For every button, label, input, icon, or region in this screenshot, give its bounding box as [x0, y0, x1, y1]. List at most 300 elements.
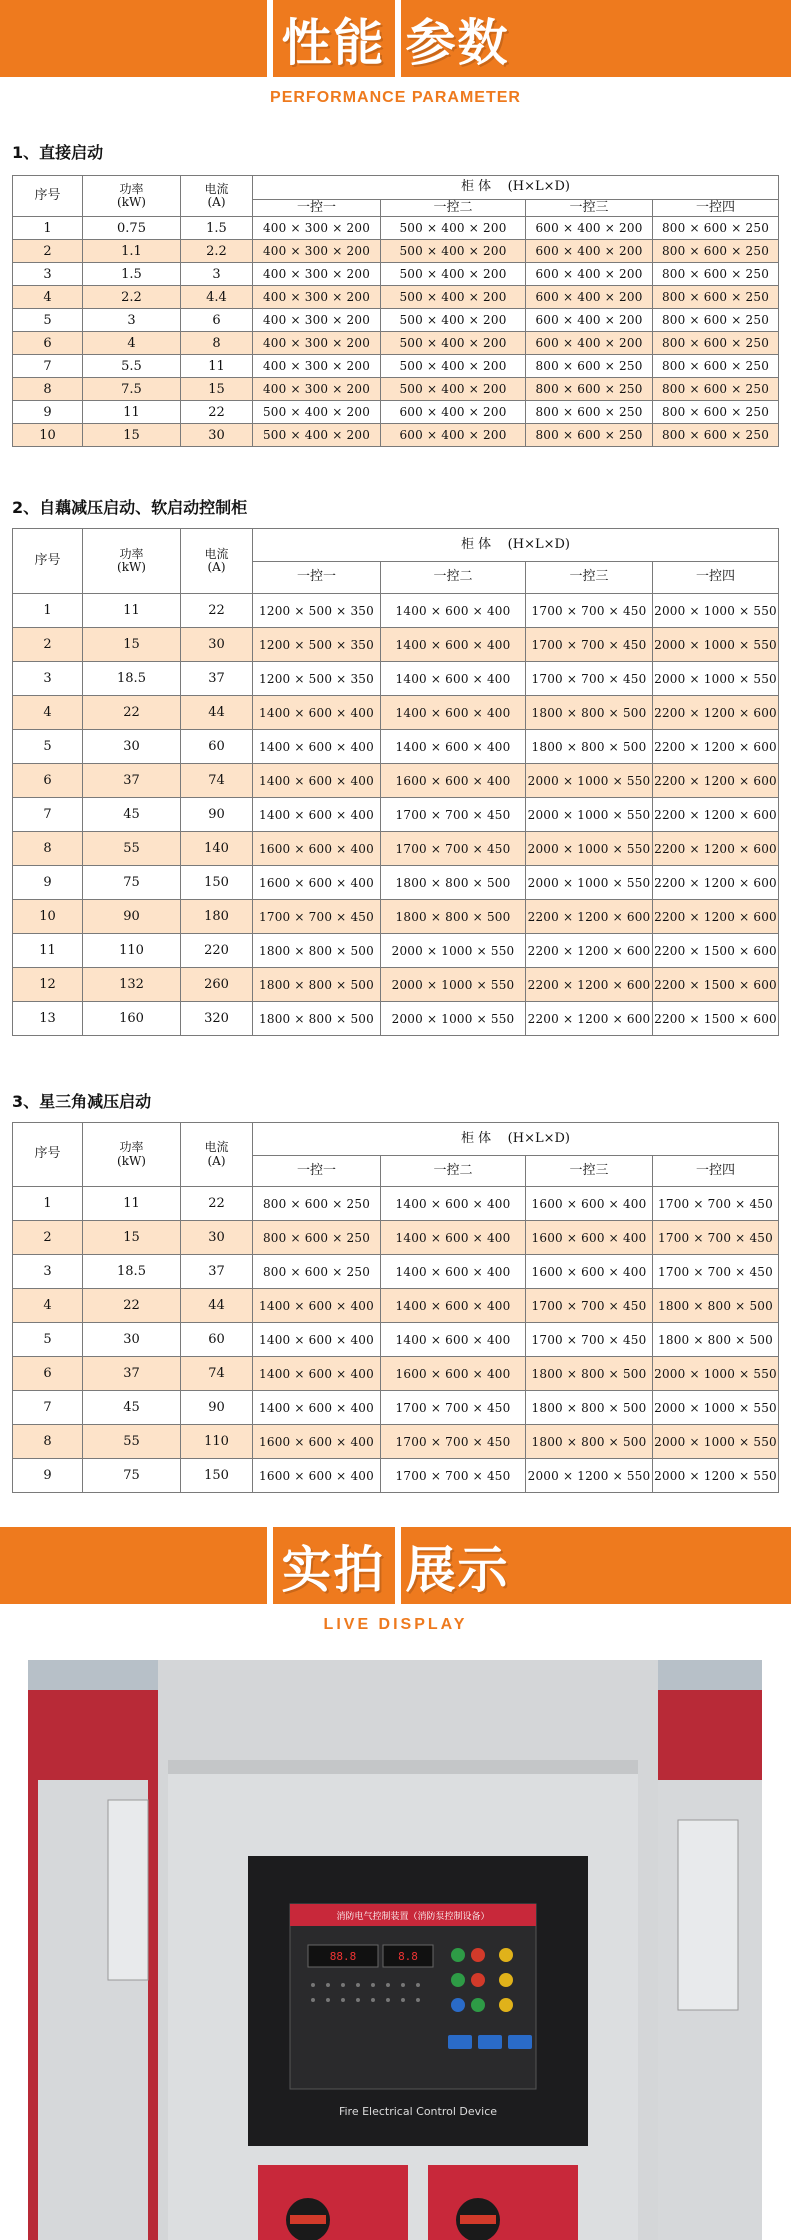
table-cell: 2.2 [83, 286, 181, 309]
table-cell: 11 [83, 401, 181, 424]
table-cell: 1800 × 800 × 500 [526, 696, 653, 730]
table-cell: 800 × 600 × 250 [653, 217, 779, 240]
table-cell: 1700 × 700 × 450 [526, 628, 653, 662]
table-cell: 1600 × 600 × 400 [381, 1357, 526, 1391]
header-c3: 一控三 [526, 200, 653, 217]
banner-word-2: 参数 [405, 13, 510, 72]
table-cell: 4 [13, 1289, 83, 1323]
header-power: 功率 (kW) [83, 529, 181, 594]
table-cell: 1400 × 600 × 400 [381, 1187, 526, 1221]
table-cell: 1400 × 600 × 400 [253, 1357, 381, 1391]
table-cell: 400 × 300 × 200 [253, 378, 381, 401]
table-cell: 1700 × 700 × 450 [653, 1221, 779, 1255]
table-cell: 11 [83, 1187, 181, 1221]
table-row [13, 1391, 779, 1425]
table-cell: 800 × 600 × 250 [253, 1255, 381, 1289]
table-cell: 500 × 400 × 200 [381, 286, 526, 309]
banner-word-1: 性能 [281, 13, 386, 72]
device-label: Fire Electrical Control Device [338, 2105, 498, 2118]
header-current: 电流 (A) [181, 176, 253, 217]
header-c1: 一控一 [253, 200, 381, 217]
table-row [13, 217, 779, 240]
table-cell: 1400 × 600 × 400 [381, 1255, 526, 1289]
table-cell: 2200 × 1200 × 600 [653, 764, 779, 798]
table-cell: 2000 × 1000 × 550 [381, 1002, 526, 1036]
table-cell: 2200 × 1500 × 600 [653, 968, 779, 1002]
table-cell: 11 [181, 355, 253, 378]
table-cell: 7 [13, 1391, 83, 1425]
table-cell: 1800 × 800 × 500 [526, 1391, 653, 1425]
table-cell: 30 [83, 730, 181, 764]
table-cell: 2000 × 1000 × 550 [526, 866, 653, 900]
header-c2: 一控二 [381, 1156, 526, 1187]
table-row [13, 309, 779, 332]
table-cell: 1400 × 600 × 400 [253, 696, 381, 730]
table-cell: 600 × 400 × 200 [526, 309, 653, 332]
table-cell: 22 [181, 1187, 253, 1221]
table-cell: 1800 × 800 × 500 [526, 730, 653, 764]
table-cell: 1700 × 700 × 450 [653, 1255, 779, 1289]
table-row [13, 968, 779, 1002]
table-row [13, 1425, 779, 1459]
table-row [13, 934, 779, 968]
table-cell: 1200 × 500 × 350 [253, 594, 381, 628]
table-cell: 37 [83, 1357, 181, 1391]
table-cell: 22 [83, 1289, 181, 1323]
table-cell: 30 [83, 1323, 181, 1357]
table-cell: 1800 × 800 × 500 [381, 900, 526, 934]
table-cell: 1400 × 600 × 400 [253, 1323, 381, 1357]
table-cell: 1 [13, 594, 83, 628]
table-cell: 1700 × 700 × 450 [526, 1289, 653, 1323]
table-cell: 2200 × 1200 × 600 [526, 968, 653, 1002]
table-cell: 2200 × 1200 × 600 [526, 934, 653, 968]
table-cell: 800 × 600 × 250 [653, 286, 779, 309]
header-power: 功率 (kW) [83, 1123, 181, 1187]
table-cell: 800 × 600 × 250 [526, 355, 653, 378]
header-c4: 一控四 [653, 562, 779, 594]
table-row [13, 378, 779, 401]
table-cell: 37 [83, 764, 181, 798]
table-cell: 2000 × 1000 × 550 [653, 1425, 779, 1459]
table-cell: 5 [13, 1323, 83, 1357]
table-cell: 2000 × 1000 × 550 [653, 1391, 779, 1425]
table-cell: 1400 × 600 × 400 [381, 1289, 526, 1323]
section2-title: 2、自藕减压启动、软启动控制柜 [12, 498, 248, 517]
table-cell: 500 × 400 × 200 [381, 309, 526, 332]
table-cell: 1600 × 600 × 400 [526, 1255, 653, 1289]
table-cell: 260 [181, 968, 253, 1002]
table-cell: 2000 × 1200 × 550 [653, 1459, 779, 1493]
table-row [13, 662, 779, 696]
table-cell: 1800 × 800 × 500 [653, 1289, 779, 1323]
performance-banner [0, 0, 791, 77]
table-cell: 2 [13, 628, 83, 662]
table-cell: 110 [83, 934, 181, 968]
table-cell: 1700 × 700 × 450 [526, 662, 653, 696]
table-row [13, 764, 779, 798]
table-cell: 11 [83, 594, 181, 628]
table-cell: 3 [13, 1255, 83, 1289]
table-cell: 400 × 300 × 200 [253, 332, 381, 355]
table-cell: 30 [181, 1221, 253, 1255]
table-cell: 500 × 400 × 200 [381, 332, 526, 355]
header-c2: 一控二 [381, 562, 526, 594]
table-cell: 600 × 400 × 200 [381, 401, 526, 424]
table-cell: 500 × 400 × 200 [381, 355, 526, 378]
table-cell: 6 [13, 332, 83, 355]
table-cell: 1800 × 800 × 500 [526, 1357, 653, 1391]
table-cell: 600 × 400 × 200 [526, 263, 653, 286]
live-display-banner [0, 1527, 791, 1604]
table-cell: 90 [83, 900, 181, 934]
table-cell: 400 × 300 × 200 [253, 309, 381, 332]
section3-title: 3、星三角减压启动 [12, 1092, 152, 1111]
table-cell: 800 × 600 × 250 [653, 401, 779, 424]
table-cell: 4 [13, 696, 83, 730]
table-cell: 10 [13, 424, 83, 447]
table-cell: 800 × 600 × 250 [526, 401, 653, 424]
table-cell: 11 [13, 934, 83, 968]
table-cell: 9 [13, 401, 83, 424]
table-cell: 2000 × 1000 × 550 [526, 798, 653, 832]
table-cell: 2200 × 1500 × 600 [653, 1002, 779, 1036]
table-cell: 1600 × 600 × 400 [381, 764, 526, 798]
table-cell: 3 [13, 662, 83, 696]
table-cell: 1400 × 600 × 400 [381, 730, 526, 764]
table-cell: 6 [13, 1357, 83, 1391]
table-cell: 110 [181, 1425, 253, 1459]
svg-text:88.8: 88.8 [329, 1950, 357, 1963]
table-cell: 2200 × 1200 × 600 [653, 798, 779, 832]
table-cell: 75 [83, 866, 181, 900]
header-c3: 一控三 [526, 1156, 653, 1187]
table-cell: 220 [181, 934, 253, 968]
table-cell: 1600 × 600 × 400 [253, 832, 381, 866]
table-cell: 1800 × 800 × 500 [526, 1425, 653, 1459]
table-cell: 800 × 600 × 250 [253, 1187, 381, 1221]
live-display-subtitle: LIVE DISPLAY [323, 1616, 468, 1633]
table-cell: 1700 × 700 × 450 [381, 832, 526, 866]
switch-panel-right [428, 2165, 578, 2240]
table-cell: 30 [181, 424, 253, 447]
table-cell: 132 [83, 968, 181, 1002]
table-cell: 150 [181, 1459, 253, 1493]
table-cell: 2000 × 1000 × 550 [653, 662, 779, 696]
table-cell: 600 × 400 × 200 [526, 286, 653, 309]
table-cell: 800 × 600 × 250 [653, 355, 779, 378]
table-cell: 2200 × 1200 × 600 [526, 900, 653, 934]
table-cell: 320 [181, 1002, 253, 1036]
banner-word-2: 展示 [405, 1540, 510, 1599]
table-cell: 1.5 [83, 263, 181, 286]
stop-button-2 [471, 1973, 485, 1987]
table-cell: 30 [181, 628, 253, 662]
table-row [13, 240, 779, 263]
autotransformer-soft-start-table [12, 528, 779, 1036]
table-cell: 74 [181, 1357, 253, 1391]
table-cell: 1800 × 800 × 500 [253, 934, 381, 968]
switch-panel-left [258, 2165, 408, 2240]
table-cell: 60 [181, 730, 253, 764]
table-cell: 2000 × 1000 × 550 [653, 1357, 779, 1391]
table-cell: 400 × 300 × 200 [253, 263, 381, 286]
table-cell: 8 [13, 1425, 83, 1459]
table-cell: 1800 × 800 × 500 [381, 866, 526, 900]
header-cabinet: 柜 体 (H×L×D) [253, 1123, 779, 1156]
table-cell: 2200 × 1200 × 600 [653, 866, 779, 900]
table-cell: 4 [83, 332, 181, 355]
table-cell: 18.5 [83, 662, 181, 696]
star-delta-start-table [12, 1122, 779, 1493]
table-cell: 1400 × 600 × 400 [253, 764, 381, 798]
table-cell: 4 [13, 286, 83, 309]
table-cell: 1600 × 600 × 400 [253, 866, 381, 900]
table-cell: 1700 × 700 × 450 [253, 900, 381, 934]
table-cell: 2000 × 1000 × 550 [653, 594, 779, 628]
header-c1: 一控一 [253, 562, 381, 594]
table-cell: 45 [83, 798, 181, 832]
table-cell: 500 × 400 × 200 [381, 378, 526, 401]
header-seq: 序号 [13, 176, 83, 217]
table-cell: 2 [13, 240, 83, 263]
table-cell: 400 × 300 × 200 [253, 217, 381, 240]
table-cell: 90 [181, 1391, 253, 1425]
table-cell: 500 × 400 × 200 [253, 401, 381, 424]
table-cell: 180 [181, 900, 253, 934]
table-cell: 22 [181, 594, 253, 628]
table-cell: 2200 × 1200 × 600 [653, 730, 779, 764]
table-cell: 1700 × 700 × 450 [381, 1459, 526, 1493]
table-cell: 2000 × 1000 × 550 [381, 968, 526, 1002]
table-row [13, 628, 779, 662]
table-cell: 1700 × 700 × 450 [381, 1391, 526, 1425]
cabinet-photo [28, 1660, 762, 2240]
table-cell: 3 [13, 263, 83, 286]
stop-button-1 [471, 1948, 485, 1962]
table-cell: 1800 × 800 × 500 [653, 1323, 779, 1357]
table-cell: 8 [13, 832, 83, 866]
table-cell: 800 × 600 × 250 [253, 1221, 381, 1255]
table-cell: 1400 × 600 × 400 [381, 1323, 526, 1357]
table-cell: 1700 × 700 × 450 [381, 798, 526, 832]
table-row [13, 900, 779, 934]
direct-start-table [12, 175, 779, 447]
header-cabinet: 柜 体 (H×L×D) [253, 529, 779, 562]
table-row [13, 424, 779, 447]
table-row [13, 1255, 779, 1289]
table-cell: 800 × 600 × 250 [526, 378, 653, 401]
table-cell: 74 [181, 764, 253, 798]
table-cell: 1700 × 700 × 450 [381, 1425, 526, 1459]
table-cell: 2000 × 1000 × 550 [653, 628, 779, 662]
table-cell: 600 × 400 × 200 [526, 332, 653, 355]
table-cell: 2000 × 1000 × 550 [381, 934, 526, 968]
table-row [13, 1187, 779, 1221]
table-cell: 7 [13, 798, 83, 832]
table-cell: 1400 × 600 × 400 [253, 1289, 381, 1323]
table-cell: 90 [181, 798, 253, 832]
table-cell: 160 [83, 1002, 181, 1036]
table-cell: 1.1 [83, 240, 181, 263]
table-cell: 1400 × 600 × 400 [381, 662, 526, 696]
table-cell: 2200 × 1200 × 600 [653, 832, 779, 866]
table-row [13, 263, 779, 286]
table-cell: 3 [181, 263, 253, 286]
table-cell: 1.5 [181, 217, 253, 240]
section1-title: 1、直接启动 [12, 143, 104, 162]
table-cell: 400 × 300 × 200 [253, 286, 381, 309]
table-cell: 500 × 400 × 200 [381, 263, 526, 286]
table-cell: 2200 × 1500 × 600 [653, 934, 779, 968]
table-cell: 15 [83, 1221, 181, 1255]
table-row [13, 401, 779, 424]
table-cell: 800 × 600 × 250 [653, 240, 779, 263]
table-cell: 2000 × 1000 × 550 [526, 832, 653, 866]
table-cell: 2200 × 1200 × 600 [526, 1002, 653, 1036]
table-cell: 2000 × 1200 × 550 [526, 1459, 653, 1493]
start-button-1 [451, 1948, 465, 1962]
table-row [13, 866, 779, 900]
table-cell: 800 × 600 × 250 [526, 424, 653, 447]
table-cell: 1 [13, 1187, 83, 1221]
header-c4: 一控四 [653, 1156, 779, 1187]
table-cell: 600 × 400 × 200 [526, 217, 653, 240]
table-cell: 2200 × 1200 × 600 [653, 696, 779, 730]
table-cell: 1200 × 500 × 350 [253, 662, 381, 696]
table-cell: 1400 × 600 × 400 [253, 730, 381, 764]
table-cell: 1400 × 600 × 400 [381, 628, 526, 662]
table-cell: 9 [13, 866, 83, 900]
table-cell: 1200 × 500 × 350 [253, 628, 381, 662]
table-row [13, 286, 779, 309]
table-row [13, 594, 779, 628]
table-cell: 500 × 400 × 200 [381, 217, 526, 240]
table-cell: 1600 × 600 × 400 [253, 1425, 381, 1459]
table-cell: 37 [181, 1255, 253, 1289]
table-cell: 37 [181, 662, 253, 696]
table-cell: 2.2 [181, 240, 253, 263]
table-cell: 55 [83, 832, 181, 866]
table-row [13, 696, 779, 730]
table-cell: 1600 × 600 × 400 [526, 1221, 653, 1255]
header-c2: 一控二 [381, 200, 526, 217]
panel-title: 消防电气控制装置（消防泵控制设备） [336, 1912, 490, 1922]
table-cell: 75 [83, 1459, 181, 1493]
table-cell: 15 [83, 424, 181, 447]
table-cell: 1700 × 700 × 450 [526, 594, 653, 628]
table-cell: 400 × 300 × 200 [253, 240, 381, 263]
table-cell: 5 [13, 309, 83, 332]
table-cell: 18.5 [83, 1255, 181, 1289]
table-cell: 2200 × 1200 × 600 [653, 900, 779, 934]
table-cell: 1800 × 800 × 500 [253, 1002, 381, 1036]
svg-text:8.8: 8.8 [398, 1950, 418, 1963]
table-cell: 2 [13, 1221, 83, 1255]
performance-subtitle: PERFORMANCE PARAMETER [270, 89, 521, 106]
table-cell: 9 [13, 1459, 83, 1493]
table-cell: 44 [181, 696, 253, 730]
table-cell: 5.5 [83, 355, 181, 378]
header-c1: 一控一 [253, 1156, 381, 1187]
banner-word-1: 实拍 [281, 1540, 386, 1599]
table-cell: 1400 × 600 × 400 [381, 594, 526, 628]
table-cell: 600 × 400 × 200 [381, 424, 526, 447]
table-cell: 500 × 400 × 200 [253, 424, 381, 447]
table-cell: 60 [181, 1323, 253, 1357]
table-cell: 44 [181, 1289, 253, 1323]
table-cell: 2000 × 1000 × 550 [526, 764, 653, 798]
table-cell: 800 × 600 × 250 [653, 424, 779, 447]
table-cell: 800 × 600 × 250 [653, 309, 779, 332]
table-cell: 1400 × 600 × 400 [253, 1391, 381, 1425]
table-cell: 3 [83, 309, 181, 332]
table-row [13, 1323, 779, 1357]
table-row [13, 1002, 779, 1036]
table-cell: 140 [181, 832, 253, 866]
table-row [13, 832, 779, 866]
table-cell: 8 [181, 332, 253, 355]
table-row [13, 332, 779, 355]
table-row [13, 730, 779, 764]
table-cell: 45 [83, 1391, 181, 1425]
table-cell: 150 [181, 866, 253, 900]
table-row [13, 355, 779, 378]
table-cell: 1700 × 700 × 450 [653, 1187, 779, 1221]
table-cell: 7 [13, 355, 83, 378]
header-power: 功率 (kW) [83, 176, 181, 217]
table-cell: 15 [83, 628, 181, 662]
table-cell: 1 [13, 217, 83, 240]
table-row [13, 798, 779, 832]
table-cell: 1400 × 600 × 400 [253, 798, 381, 832]
table-cell: 500 × 400 × 200 [381, 240, 526, 263]
table-cell: 800 × 600 × 250 [653, 378, 779, 401]
table-row [13, 1459, 779, 1493]
table-cell: 13 [13, 1002, 83, 1036]
table-cell: 800 × 600 × 250 [653, 332, 779, 355]
table-row [13, 1357, 779, 1391]
table-cell: 1800 × 800 × 500 [253, 968, 381, 1002]
table-cell: 4.4 [181, 286, 253, 309]
table-row [13, 1289, 779, 1323]
header-seq: 序号 [13, 529, 83, 594]
table-cell: 1700 × 700 × 450 [526, 1323, 653, 1357]
table-cell: 800 × 600 × 250 [653, 263, 779, 286]
table-cell: 15 [181, 378, 253, 401]
cabinet-illustration [28, 1660, 762, 2240]
header-current: 电流 (A) [181, 529, 253, 594]
header-seq: 序号 [13, 1123, 83, 1187]
table-cell: 8 [13, 378, 83, 401]
table-cell: 12 [13, 968, 83, 1002]
table-cell: 400 × 300 × 200 [253, 355, 381, 378]
table-cell: 10 [13, 900, 83, 934]
table-cell: 600 × 400 × 200 [526, 240, 653, 263]
table-cell: 1400 × 600 × 400 [381, 696, 526, 730]
table-cell: 22 [181, 401, 253, 424]
start-button-2 [451, 1973, 465, 1987]
table-cell: 6 [181, 309, 253, 332]
table-cell: 1400 × 600 × 400 [381, 1221, 526, 1255]
table-cell: 6 [13, 764, 83, 798]
table-cell: 5 [13, 730, 83, 764]
table-cell: 1600 × 600 × 400 [253, 1459, 381, 1493]
table-row [13, 1221, 779, 1255]
table-cell: 0.75 [83, 217, 181, 240]
header-cabinet: 柜 体 (H×L×D) [253, 176, 779, 200]
header-c4: 一控四 [653, 200, 779, 217]
